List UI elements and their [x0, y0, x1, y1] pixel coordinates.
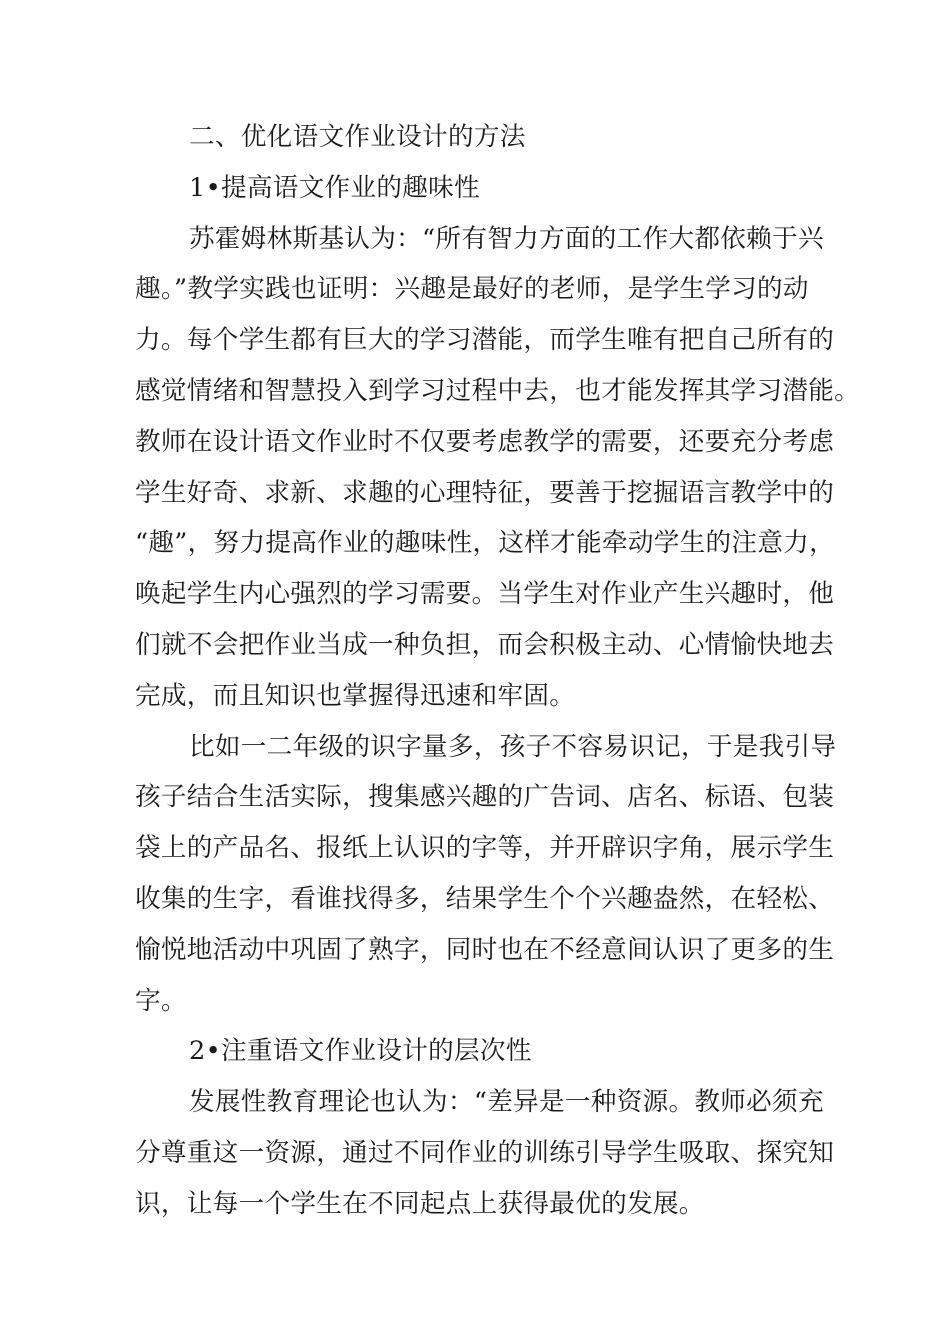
- paragraph-line: 完成，而且知识也掌握得迅速和牢固。: [135, 680, 576, 711]
- subsection-heading-1: 1•提高语文作业的趣味性: [189, 172, 480, 203]
- paragraph-line: 收集的生字，看谁找得多，结果学生个个兴趣盎然，在轻松、: [135, 883, 835, 914]
- paragraph-line: 力。每个学生都有巨大的学习潜能，而学生唯有把自己所有的: [135, 325, 835, 356]
- document-page: [135, 112, 861, 1230]
- paragraph-line: 唤起学生内心强烈的学习需要。当学生对作业产生兴趣时，他: [135, 579, 835, 610]
- paragraph-line: 教师在设计语文作业时不仅要考虑教学的需要，还要充分考虑: [135, 426, 835, 457]
- paragraph-line: 袋上的产品名、报纸上认识的字等，并开辟识字角，展示学生: [135, 833, 835, 864]
- paragraph-line: 愉悦地活动中巩固了熟字，同时也在不经意间认识了更多的生: [135, 934, 835, 965]
- paragraph-line: “趣”，努力提高作业的趣味性，这样才能牵动学生的注意力，: [135, 528, 836, 559]
- paragraph-line: 发展性教育理论也认为：“差异是一种资源。教师必须充: [189, 1087, 824, 1118]
- paragraph-line: 字。: [135, 985, 187, 1016]
- paragraph-line: 学生好奇、求新、求趣的心理特征，要善于挖掘语言教学中的: [135, 477, 835, 508]
- subsection-heading-2: 2•注重语文作业设计的层次性: [189, 1036, 532, 1067]
- paragraph-line: 比如一二年级的识字量多，孩子不容易识记，于是我引导: [189, 731, 837, 762]
- paragraph-line: 孩子结合生活实际，搜集感兴趣的广告词、店名、标语、包装: [135, 782, 835, 813]
- paragraph-line: 苏霍姆林斯基认为：“所有智力方面的工作大都依赖于兴: [189, 223, 824, 254]
- paragraph-line: 分尊重这一资源，通过不同作业的训练引导学生吸取、探究知: [135, 1137, 835, 1168]
- paragraph-line: 趣。”教学实践也证明：兴趣是最好的老师，是学生学习的动: [135, 274, 809, 305]
- paragraph-line: 感觉情绪和智慧投入到学习过程中去，也才能发挥其学习潜能。: [135, 375, 861, 406]
- paragraph-line: 识，让每一个学生在不同起点上获得最优的发展。: [135, 1188, 705, 1219]
- paragraph-line: 们就不会把作业当成一种负担，而会积极主动、心情愉快地去: [135, 629, 835, 660]
- section-heading: 二、优化语文作业设计的方法: [189, 122, 526, 152]
